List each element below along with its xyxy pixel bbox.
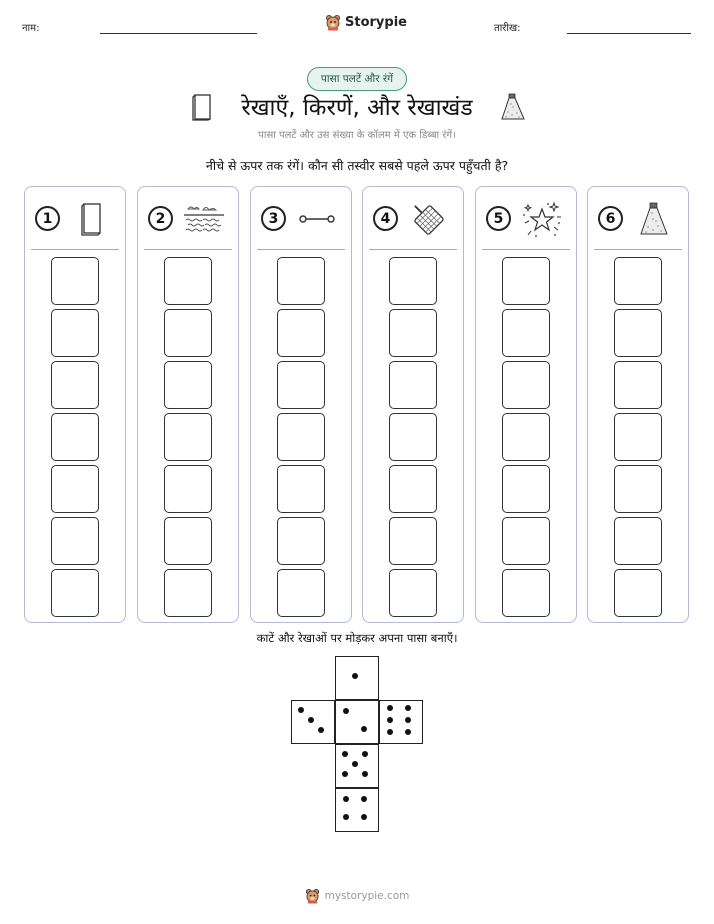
bear-mascot-icon <box>305 888 320 904</box>
dice-pip <box>387 729 393 735</box>
date-line <box>567 33 691 34</box>
color-box[interactable] <box>164 309 212 357</box>
color-box[interactable] <box>164 465 212 513</box>
color-box[interactable] <box>51 309 99 357</box>
color-box[interactable] <box>51 465 99 513</box>
name-line <box>100 33 257 34</box>
column-3 <box>250 186 352 623</box>
color-box[interactable] <box>164 569 212 617</box>
color-box[interactable] <box>389 465 437 513</box>
column-divider <box>144 249 232 250</box>
dice-pip <box>361 726 367 732</box>
light-beam-icon <box>500 92 526 122</box>
color-box[interactable] <box>51 517 99 565</box>
light-beam-icon <box>633 199 675 239</box>
tennis-racket-icon <box>408 199 450 239</box>
color-box[interactable] <box>614 465 662 513</box>
activity-tag: पासा पलटें और रंगें <box>307 67 407 91</box>
column-number: 6 <box>598 206 623 231</box>
column-2 <box>137 186 239 623</box>
bear-mascot-icon <box>325 14 341 31</box>
footer-url: mystorypie.com <box>324 890 410 902</box>
color-box[interactable] <box>389 309 437 357</box>
color-box[interactable] <box>277 257 325 305</box>
page-title: रेखाएँ, किरणें, और रेखाखंड <box>241 95 473 121</box>
color-box[interactable] <box>614 517 662 565</box>
dice-pip <box>343 796 349 802</box>
color-box[interactable] <box>51 413 99 461</box>
dice-face-6 <box>379 700 423 744</box>
color-box[interactable] <box>389 517 437 565</box>
color-box[interactable] <box>389 413 437 461</box>
book-icon <box>70 199 112 239</box>
dice-pip <box>352 761 358 767</box>
dice-face-3 <box>291 700 335 744</box>
color-box[interactable] <box>502 257 550 305</box>
dice-pip <box>405 705 411 711</box>
color-box[interactable] <box>502 309 550 357</box>
column-divider <box>482 249 570 250</box>
instruction: नीचे से ऊपर तक रंगें। कौन सी तस्वीर सबसे पहले ऊपर पहुँचती है? <box>205 158 509 173</box>
color-box[interactable] <box>502 517 550 565</box>
footer <box>0 888 714 904</box>
color-box[interactable] <box>614 257 662 305</box>
column-number: 4 <box>373 206 398 231</box>
color-box[interactable] <box>277 413 325 461</box>
dice-pip <box>343 814 349 820</box>
color-box[interactable] <box>614 569 662 617</box>
dice-pip <box>362 751 368 757</box>
column-divider <box>257 249 345 250</box>
subtitle: पासा पलटें और उस संख्या के कॉलम में एक डिब्बा रंगें। <box>258 130 456 141</box>
column-number: 2 <box>148 206 173 231</box>
name-label: नाम: <box>22 23 40 34</box>
color-box[interactable] <box>51 257 99 305</box>
column-1 <box>24 186 126 623</box>
color-box[interactable] <box>164 361 212 409</box>
column-4 <box>362 186 464 623</box>
column-5 <box>475 186 577 623</box>
color-box[interactable] <box>389 257 437 305</box>
color-box[interactable] <box>164 257 212 305</box>
color-box[interactable] <box>277 517 325 565</box>
color-box[interactable] <box>502 413 550 461</box>
dice-pip <box>342 771 348 777</box>
color-box[interactable] <box>502 361 550 409</box>
dice-pip <box>361 814 367 820</box>
color-box[interactable] <box>277 465 325 513</box>
dice-pip <box>318 727 324 733</box>
dice-face-2 <box>335 700 379 744</box>
dice-pip <box>405 729 411 735</box>
color-box[interactable] <box>51 361 99 409</box>
color-box[interactable] <box>389 361 437 409</box>
column-number: 1 <box>35 206 60 231</box>
color-box[interactable] <box>614 361 662 409</box>
color-box[interactable] <box>51 569 99 617</box>
sparkle-star-icon <box>521 199 563 239</box>
dice-pip <box>362 771 368 777</box>
color-box[interactable] <box>502 465 550 513</box>
color-box[interactable] <box>389 569 437 617</box>
column-number: 5 <box>486 206 511 231</box>
dice-face-4 <box>335 788 379 832</box>
sea-horizon-icon <box>183 199 225 239</box>
date-label: तारीख: <box>494 23 521 34</box>
line-segment-icon <box>296 199 338 239</box>
dice-pip <box>298 707 304 713</box>
column-divider <box>594 249 682 250</box>
dice-pip <box>343 708 349 714</box>
color-box[interactable] <box>277 309 325 357</box>
column-divider <box>369 249 457 250</box>
dice-pip <box>342 751 348 757</box>
dice-pip <box>387 717 393 723</box>
dice-face-5 <box>335 744 379 788</box>
brand-logo <box>325 14 407 31</box>
color-box[interactable] <box>277 361 325 409</box>
dice-pip <box>405 717 411 723</box>
dice-pip <box>387 705 393 711</box>
color-box[interactable] <box>614 413 662 461</box>
color-box[interactable] <box>277 569 325 617</box>
cut-fold-instruction: काटें और रेखाओं पर मोड़कर अपना पासा बनाएँ। <box>256 631 458 645</box>
dice-pip <box>352 673 358 679</box>
column-6 <box>587 186 689 623</box>
color-box[interactable] <box>614 309 662 357</box>
column-divider <box>31 249 119 250</box>
column-number: 3 <box>261 206 286 231</box>
color-box[interactable] <box>502 569 550 617</box>
brand-name: Storypie <box>345 15 407 30</box>
dice-pip <box>308 717 314 723</box>
color-box[interactable] <box>164 517 212 565</box>
dice-face-1 <box>335 656 379 700</box>
dice-pip <box>361 796 367 802</box>
color-box[interactable] <box>164 413 212 461</box>
